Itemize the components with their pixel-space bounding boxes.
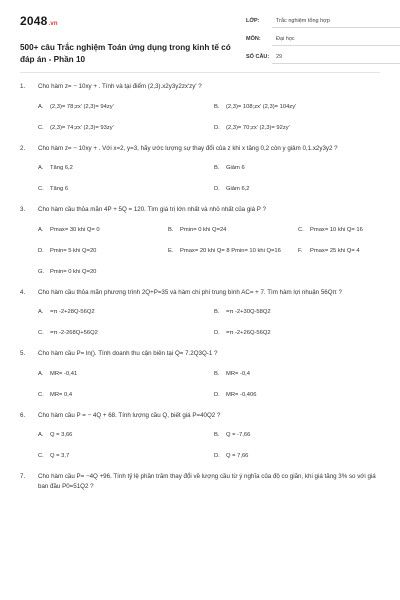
logo-suffix: .vn: [48, 21, 58, 27]
question-number: 1.: [20, 83, 26, 90]
option-text: Q = -7,66: [226, 432, 251, 438]
question-item: [20, 82, 380, 132]
option-text: Q = 3,66: [50, 432, 73, 438]
answer-option[interactable]: [38, 247, 168, 255]
question-stem: [20, 411, 380, 421]
option-letter: B.: [214, 103, 220, 110]
answer-option[interactable]: [38, 370, 214, 378]
option-text: Pmax= 20 khi Q= 8 Pmin= 10 khi Q=16: [180, 247, 281, 254]
answer-options: [20, 164, 380, 193]
option-text: =π -2+30Q-58Q2: [226, 309, 271, 315]
question-item: [20, 144, 380, 194]
option-text: Pmax= 10 khi Q= 16: [310, 226, 363, 233]
meta-subject-underline: [272, 45, 400, 46]
meta-class-row: [246, 16, 400, 30]
meta-class-label: LỚP:: [246, 18, 260, 24]
option-letter: D.: [214, 330, 220, 336]
option-text: Pmin= 0 khi Q=24: [180, 226, 227, 233]
answer-option[interactable]: [38, 329, 214, 337]
question-stem: [20, 144, 380, 154]
answer-option[interactable]: [214, 391, 390, 399]
question-item: [20, 205, 380, 276]
option-text: Q = 7,66: [226, 453, 249, 459]
question-text: Cho hàm z= − 10xy + . Với x=2, y=3, hãy ước lượng sự thay đổi của z khi x tăng 0,2 còn y giảm 0,1.x2y3y2 ?: [38, 144, 338, 152]
answer-option[interactable]: [214, 185, 390, 193]
option-letter: C.: [38, 186, 44, 192]
option-letter: C.: [38, 391, 44, 398]
answer-option[interactable]: [38, 391, 214, 399]
answer-option[interactable]: [214, 431, 390, 439]
question-stem: [20, 205, 380, 215]
site-logo[interactable]: [20, 14, 58, 28]
document-meta: [246, 16, 400, 70]
option-text: =π -2+28Q-56Q2: [50, 309, 95, 315]
meta-subject-row: [246, 34, 400, 48]
option-letter: C.: [38, 124, 44, 131]
option-text: Tăng 6: [50, 186, 69, 192]
option-letter: E.: [168, 247, 174, 254]
option-letter: B.: [214, 432, 220, 438]
option-text: (2,3)= 78;zx' (2,3)= 94zy': [50, 103, 114, 110]
answer-option[interactable]: [38, 452, 214, 460]
option-text: Pmin= 0 khi Q=20: [50, 268, 97, 275]
option-text: MR= -0,41: [50, 370, 78, 377]
answer-option[interactable]: [168, 226, 298, 234]
option-letter: C.: [298, 226, 304, 233]
option-letter: A.: [38, 103, 44, 110]
option-letter: D.: [214, 186, 220, 192]
option-letter: B.: [168, 226, 174, 233]
answer-options: [20, 308, 380, 337]
meta-class-underline: [272, 27, 400, 28]
option-letter: A.: [38, 309, 44, 315]
answer-option[interactable]: [298, 226, 398, 234]
question-text: Cho hàm cầu P = − 4Q + 68. Tính lượng cầu Q, biết giá P=40Q2 ?: [38, 411, 221, 419]
header-divider: [20, 72, 380, 73]
option-text: (2,3)= 108;zx' (2,3)= 104zy': [226, 103, 297, 110]
answer-option[interactable]: [214, 308, 390, 316]
option-letter: A.: [38, 370, 44, 377]
answer-options: [20, 226, 380, 276]
answer-option[interactable]: [214, 164, 390, 172]
answer-option[interactable]: [168, 247, 298, 255]
question-stem: [20, 288, 380, 298]
question-text: Cho hàm cầu P= −4Q +96. Tính tỷ lệ phần trăm thay đổi về lượng cầu từ ý nghĩa của độ co giãn, khi giá tăng 3% so với giá ban đầu P0=51Q2 ?: [38, 473, 376, 490]
option-text: Pmax= 30 khi Q= 0: [50, 226, 100, 233]
answer-option[interactable]: [38, 185, 214, 193]
answer-option[interactable]: [38, 124, 214, 132]
question-number: 7.: [20, 473, 26, 480]
question-stem: [20, 82, 380, 92]
option-letter: C.: [38, 453, 44, 459]
logo-text: 2048: [20, 14, 48, 28]
question-stem: [20, 472, 380, 491]
meta-count-value: 29: [276, 54, 283, 60]
option-text: MR= 0,4: [50, 391, 73, 398]
option-text: MR= -0,406: [226, 391, 257, 398]
question-stem: [20, 349, 380, 359]
question-text: Cho hàm cầu thỏa mãn phương trình 2Q+P=35 và hàm chi phí trung bình AC= + 7. Tìm hàm lợi nhuận 56Qπ ?: [38, 288, 342, 296]
answer-option[interactable]: [214, 124, 390, 132]
option-text: (2,3)= 70;zx' (2,3)= 92zy': [226, 124, 290, 131]
option-text: =π -2+26Q-56Q2: [226, 330, 271, 336]
answer-option[interactable]: [38, 308, 214, 316]
question-text: Cho hàm cầu P= ln(). Tính doanh thu cận biên tại Q= 7.2Q3Q-1 ?: [38, 350, 218, 357]
question-text: Cho hàm z= − 10xy + . Tính và tại điểm (2,3).x2y3y2zx'zy' ?: [38, 83, 202, 90]
meta-subject-value: Đại học: [276, 36, 295, 42]
answer-option[interactable]: [38, 226, 168, 234]
meta-count-label: SỐ CÂU:: [246, 54, 270, 60]
question-item: [20, 288, 380, 338]
option-text: =π -2-268Q+56Q2: [50, 330, 98, 336]
meta-class-value: Trắc nghiệm tổng hợp: [276, 18, 330, 24]
option-letter: D.: [38, 247, 44, 254]
answer-option[interactable]: [298, 247, 398, 255]
document-title: 500+ câu Trắc nghiệm Toán ứng dụng trong kinh tế có đáp án - Phần 10: [20, 43, 231, 64]
option-letter: D.: [214, 391, 220, 398]
answer-option[interactable]: [38, 103, 214, 111]
question-item: [20, 349, 380, 399]
option-text: Q = 3,7: [50, 453, 70, 459]
answer-option[interactable]: [214, 103, 390, 111]
document-header: [20, 12, 380, 72]
answer-option[interactable]: [214, 329, 390, 337]
option-letter: B.: [214, 309, 220, 315]
option-letter: D.: [214, 453, 220, 459]
option-letter: A.: [38, 165, 44, 171]
option-text: Tăng 6,2: [50, 165, 73, 171]
meta-count-underline: [272, 63, 400, 64]
answer-option[interactable]: [214, 452, 390, 460]
question-item: [20, 472, 380, 491]
option-text: Giảm 6: [226, 165, 245, 171]
option-text: MR= -0,4: [226, 370, 250, 377]
option-letter: B.: [214, 165, 220, 171]
meta-subject-label: MÔN:: [246, 36, 261, 42]
question-text: Cho hàm cầu thỏa mãn 4P + 5Q = 120. Tìm giá trị lớn nhất và nhỏ nhất của giá P ?: [38, 206, 266, 213]
option-letter: C.: [38, 330, 44, 336]
option-text: Giảm 6,2: [226, 186, 250, 192]
option-letter: D.: [214, 124, 220, 131]
question-list: [20, 82, 380, 503]
option-letter: A.: [38, 432, 44, 438]
answer-option[interactable]: [214, 370, 390, 378]
question-number: 4.: [20, 288, 26, 296]
answer-option[interactable]: [38, 431, 214, 439]
option-text: (2,3)= 74;zx' (2,3)= 93zy': [50, 124, 114, 131]
meta-count-row: [246, 52, 400, 66]
answer-options: [20, 431, 380, 460]
option-text: Pmin= 5 khi Q=20: [50, 247, 97, 254]
option-letter: G.: [38, 268, 45, 275]
option-letter: B.: [214, 370, 220, 377]
question-number: 5.: [20, 350, 26, 357]
answer-option[interactable]: [38, 268, 168, 276]
answer-options: [20, 370, 380, 399]
option-letter: F.: [298, 247, 303, 254]
option-letter: A.: [38, 226, 44, 233]
answer-options: [20, 103, 380, 132]
question-number: 3.: [20, 206, 26, 213]
option-text: Pmax= 25 khi Q= 4: [310, 247, 360, 254]
question-number: 2.: [20, 144, 26, 152]
answer-option[interactable]: [38, 164, 214, 172]
question-item: [20, 411, 380, 461]
question-number: 6.: [20, 411, 26, 419]
